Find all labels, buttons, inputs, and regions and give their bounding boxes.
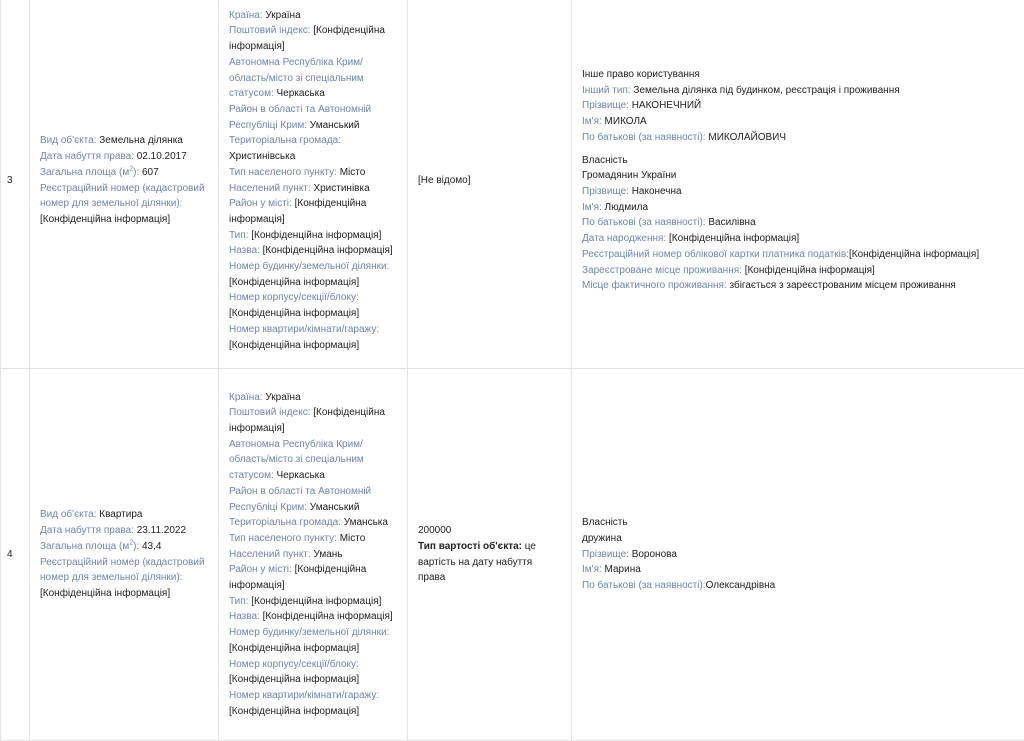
area-sup-label: 2 — [129, 539, 133, 546]
name-value-text: Марина — [605, 564, 641, 575]
title-text: Інше право користування — [582, 67, 1014, 83]
area-close-label: ): — [133, 541, 139, 552]
label-label: Номер будинку/земельної ділянки: — [229, 261, 389, 272]
tax-label-label: Реєстраційний номер облікової картки платника податків: — [582, 249, 849, 260]
type-label-label: Вид об'єкта: — [40, 509, 96, 520]
reg-place-value-text: [Конфіденційна інформація] — [745, 265, 875, 276]
value-text: Місто — [340, 533, 366, 544]
actual-place-label-label: Місце фактичного проживання: — [582, 280, 727, 291]
value-cell — [408, 0, 572, 369]
value-text: [Конфіденційна інформація] — [229, 25, 385, 52]
name-value-text: МИКОЛА — [605, 116, 647, 127]
table-row — [1, 369, 1024, 741]
table-row — [1, 0, 1024, 369]
value-text: [Конфіденційна інформація] — [229, 706, 359, 717]
patronymic-value-text: МИКОЛАЙОВИЧ — [708, 132, 786, 143]
area-sup-label: 2 — [129, 165, 133, 172]
label-label: Район в області та Автономній Республіці Крим: — [229, 104, 371, 131]
value-text: [Конфіденційна інформація] — [263, 245, 393, 256]
row-number: 4 — [1, 369, 30, 741]
area-value-text: 607 — [142, 167, 159, 178]
title-text: Власність — [582, 515, 1014, 531]
label-label: Територіальна громада: — [229, 517, 341, 528]
type-value-text: Земельна ділянка — [99, 135, 183, 146]
label-label: Автономна Республіка Крим/ область/місто зі спеціальним статусом: — [229, 439, 364, 481]
value-text: Черкаська — [277, 470, 325, 481]
label-label: Номер будинку/земельної ділянки: — [229, 627, 389, 638]
label-label: Район в області та Автономній Республіці Крим: — [229, 486, 371, 513]
label-label: Тип населеного пункту: — [229, 167, 337, 178]
surname-value-text: Наконечна — [632, 186, 682, 197]
birth-value-text: [Конфіденційна інформація] — [669, 233, 799, 244]
value-text: [Конфіденційна інформація] — [229, 643, 359, 654]
value-text: Христинівська — [229, 151, 295, 162]
label-label: Тип: — [229, 230, 248, 241]
row-number: 3 — [1, 0, 30, 369]
spacer — [582, 146, 1014, 153]
label-label: Країна: — [229, 392, 263, 403]
label-label: Район у місті: — [229, 198, 292, 209]
subject-text: дружина — [582, 531, 1014, 547]
date-label-label: Дата набуття права: — [40, 525, 134, 536]
label-label: Тип: — [229, 596, 248, 607]
label-label: Територіальна громада: — [229, 135, 341, 146]
value-text: Умань — [313, 549, 342, 560]
value-text: [Конфіденційна інформація] — [263, 611, 393, 622]
subject-text: Громадянин України — [582, 168, 1014, 184]
address-cell — [219, 0, 408, 369]
actual-place-value-text: збігається з зареєстрованим місцем проживання — [730, 280, 956, 291]
other-type-label-label: Інший тип: — [582, 85, 631, 96]
label-label: Номер квартири/кімнати/гаражу: — [229, 690, 379, 701]
surname-value-text: НАКОНЕЧНИЙ — [632, 100, 702, 111]
label-label: Населений пункт: — [229, 183, 311, 194]
title-text: Власність — [582, 153, 1014, 169]
label-label: Населений пункт: — [229, 549, 311, 560]
value-text: [Конфіденційна інформація] — [229, 407, 385, 434]
value-text: Україна — [265, 10, 300, 21]
reg-value-text: [Конфіденційна інформація] — [40, 586, 208, 602]
area-close-label: ): — [133, 167, 139, 178]
cost-type-label-text: Тип вартості об'єкта: — [418, 541, 522, 552]
date-label-label: Дата набуття права: — [40, 151, 134, 162]
value-text: [Конфіденційна інформація] — [251, 596, 381, 607]
birth-label-label: Дата народження: — [582, 233, 666, 244]
other-type-value-text: Земельна ділянка під будинком, реєстрація і проживання — [633, 85, 899, 96]
area-value-text: 43,4 — [142, 541, 161, 552]
rights-cell — [572, 0, 1024, 369]
value-text: [Конфіденційна інформація] — [229, 277, 359, 288]
date-value-text: 23.11.2022 — [137, 525, 186, 536]
type-value-text: Квартира — [99, 509, 142, 520]
label-label: Номер квартири/кімнати/гаражу: — [229, 324, 379, 335]
value-text: [Конфіденційна інформація] — [229, 340, 359, 351]
value-text: Черкаська — [277, 88, 325, 99]
reg-label-label: Реєстраційний номер (кадастровий номер для земельної ділянки): — [40, 557, 205, 584]
patronymic-label-label: По батькові (за наявності): — [582, 132, 706, 143]
surname-value-text: Воронова — [632, 549, 677, 560]
label-label: Назва: — [229, 611, 260, 622]
value-text: [Конфіденційна інформація] — [229, 308, 359, 319]
name-label-label: Ім'я: — [582, 116, 602, 127]
tax-value-text: [Конфіденційна інформація] — [849, 249, 979, 260]
cost-type-value-text: це вартість на дату набуття права — [418, 541, 536, 583]
surname-label-label: Прізвище: — [582, 186, 629, 197]
patronymic-value-text: Василівна — [708, 217, 755, 228]
amount-text: 200000 — [418, 523, 561, 539]
label-label: Номер корпусу/секції/блоку: — [229, 659, 359, 670]
label-label: Назва: — [229, 245, 260, 256]
label-label: Номер корпусу/секції/блоку: — [229, 292, 359, 303]
value-text: [Конфіденційна інформація] — [229, 674, 359, 685]
surname-label-label: Прізвище: — [582, 100, 629, 111]
value-text: Христинівка — [313, 183, 369, 194]
area-label-label: Загальна площа (м — [40, 541, 129, 552]
label-label: Поштовий індекс: — [229, 407, 310, 418]
label-label: Країна: — [229, 10, 263, 21]
address-cell — [219, 369, 408, 741]
name-label-label: Ім'я: — [582, 202, 602, 213]
amount-text: [Не відомо] — [418, 173, 561, 189]
value-text: Уманський — [310, 120, 360, 131]
value-text: [Конфіденційна інформація] — [229, 564, 366, 591]
surname-label-label: Прізвище: — [582, 549, 629, 560]
patronymic-label-label: По батькові (за наявності): — [582, 580, 706, 591]
label-label: Тип населеного пункту: — [229, 533, 337, 544]
label-label: Автономна Республіка Крим/ область/місто зі спеціальним статусом: — [229, 57, 364, 99]
value-text: [Конфіденційна інформація] — [229, 198, 366, 225]
name-label-label: Ім'я: — [582, 564, 602, 575]
type-label-label: Вид об'єкта: — [40, 135, 96, 146]
reg-value-text: [Конфіденційна інформація] — [40, 212, 208, 228]
area-label-label: Загальна площа (м — [40, 167, 129, 178]
value-text: Уманський — [310, 502, 360, 513]
patronymic-value-text: Олександрівна — [706, 580, 776, 591]
label-label: Поштовий індекс: — [229, 25, 310, 36]
object-cell — [30, 0, 219, 369]
value-text: Уманська — [344, 517, 388, 528]
value-text: [Конфіденційна інформація] — [251, 230, 381, 241]
value-text: Україна — [265, 392, 300, 403]
label-label: Район у місті: — [229, 564, 292, 575]
date-value-text: 02.10.2017 — [137, 151, 187, 162]
patronymic-label-label: По батькові (за наявності): — [582, 217, 706, 228]
object-cell — [30, 369, 219, 741]
rights-cell — [572, 369, 1024, 741]
name-value-text: Людмила — [605, 202, 649, 213]
reg-place-label-label: Зареєстроване місце проживання: — [582, 265, 742, 276]
value-cell — [408, 369, 572, 741]
reg-label-label: Реєстраційний номер (кадастровий номер для земельної ділянки): — [40, 183, 205, 210]
value-text: Місто — [340, 167, 366, 178]
